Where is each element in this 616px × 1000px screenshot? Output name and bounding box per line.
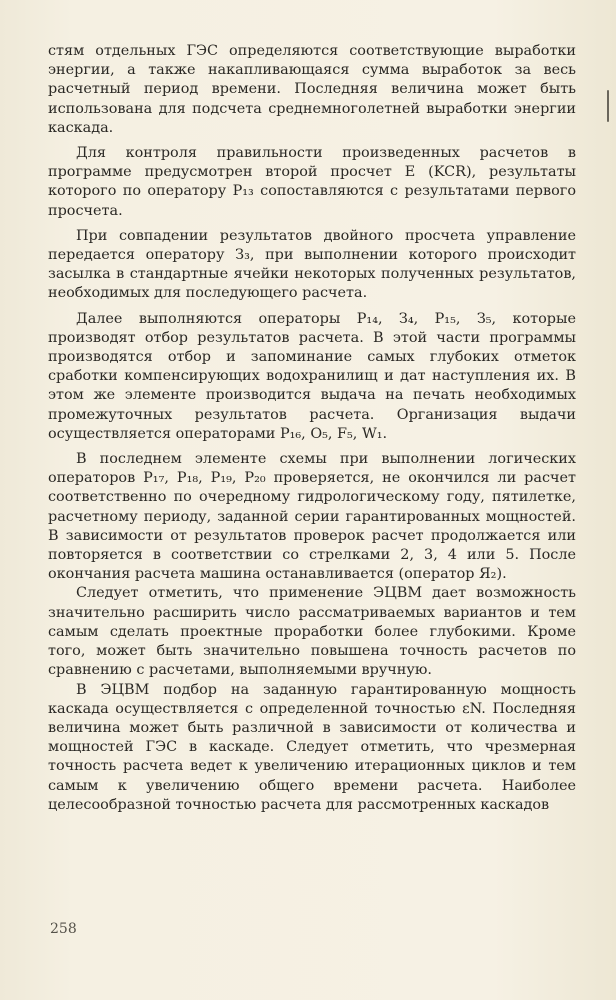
- paragraph-2: Для контроля правильности произведенных расчетов в программе предусмотрен второй просчет E (KCR), результаты которого по оператору P₁₃ сопоставляются с результатами первого просчета.: [48, 145, 576, 219]
- paragraph-4: Далее выполняются операторы P₁₄, З₄, P₁₅, З₅, которые производят отбор результатов расчета. В этой части программы производятся отбор и запоминание самых глубоких отметок сработки компенсирующих водохранилищ и дат наступления их. В этом же элементе производится выдача на печать необходимых промежуточных результатов расчета. Организация выдачи осуществляется операторами P₁₆, O₅, F₅, W₁.: [48, 310, 576, 442]
- paragraph-5: В последнем элементе схемы при выполнении логических операторов P₁₇, P₁₈, P₁₉, P₂₀ проверяется, не окончился ли расчет соответственно по очередному гидрологическому году, пятилетке, расчетному периоду, заданной серии гарантированных мощностей. В зависимости от результатов проверок расчет продолжается или повторяется в соответствии со стрелками 2, 3, 4 или 5. После окончания расчета машина останавливается (оператор Я₂).: [48, 451, 576, 583]
- paragraph-7: В ЭЦВМ подбор на заданную гарантированную мощность каскада осуществляется с определенной точностью εN. Последняя величина может быть различной в зависимости от количества и мощностей ГЭС в каскаде. Следует отметить, что чрезмерная точность расчета ведет к увеличению итерационных циклов и тем самым к увеличению общего времени расчета. Наиболее целесообразной точностью расчета для рассмотренных каскадов: [48, 681, 576, 813]
- page-number: 258: [50, 921, 77, 937]
- paragraph-3: При совпадении результатов двойного просчета управление передается оператору З₃, при выполнении которого происходит засылка в стандартные ячейки некоторых полученных результатов, необходимых для последующего расчета.: [48, 227, 576, 302]
- page-edge-mark: [607, 90, 609, 122]
- body-text: [48, 42, 576, 815]
- paragraph-6: Следует отметить, что применение ЭЦВМ дает возможность значительно расширить число рассматриваемых вариантов и тем самым сделать проектные проработки более глубокими. Кроме того, может быть значительно повышена точность расчетов по сравнению с расчетами, выполняемыми вручную.: [48, 585, 576, 679]
- paragraph-1: стям отдельных ГЭС определяются соответствующие выработки энергии, а также накапливающаяся сумма выработок за весь расчетный период времени. Последняя величина может быть использована для подсчета среднемноголетней выработки энергии каскада.: [48, 43, 576, 136]
